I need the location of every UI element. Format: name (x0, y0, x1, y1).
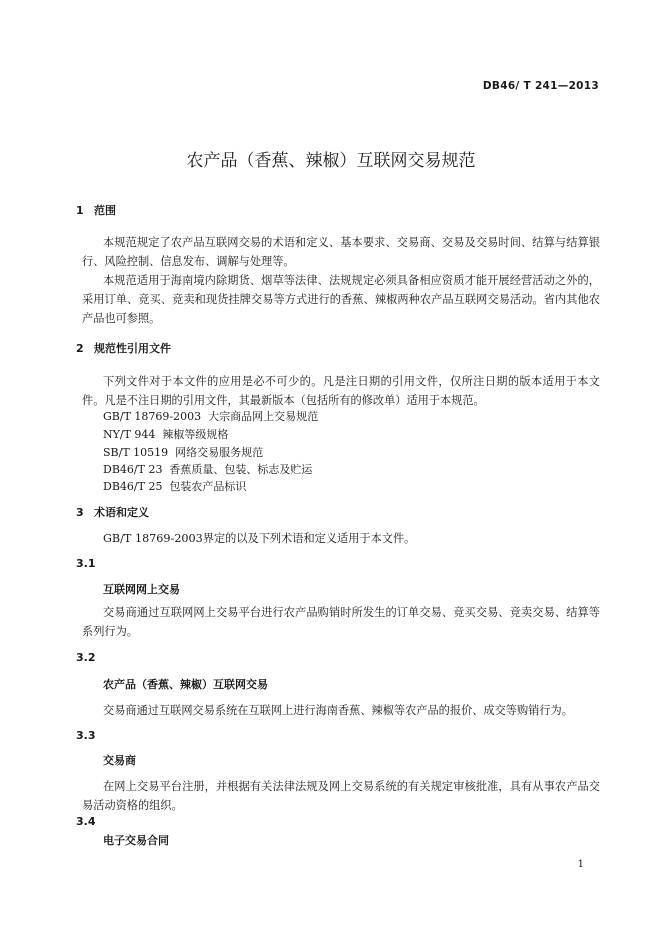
reference-item: NY/T 944 辣椒等级规格 (103, 428, 229, 441)
term-definition: 交易商通过互联网网上交易平台进行农产品购销时所发生的订单交易、竞买交易、竞卖交易、结算等系列行为。 (82, 606, 600, 638)
section-number: 1 (76, 204, 84, 217)
section-title: 范围 (94, 204, 116, 217)
reference-item: GB/T 18769-2003 大宗商品网上交易规范 (103, 410, 319, 423)
term-title: 农产品（香蕉、辣椒）互联网交易 (103, 678, 268, 691)
section-heading-normative-refs (76, 340, 171, 356)
term-number: 3.3 (76, 729, 96, 742)
reference-item: DB46/T 25 包装农产品标识 (103, 480, 247, 493)
scope-paragraph-2: 本规范适用于海南境内除期货、烟草等法律、法规规定必须具备相应资质才能开展经营活动之外的，采用订单、竞买、竞卖和现货挂牌交易等方式进行的香蕉、辣椒两种农产品互联网交易活动。省内其他农产品也可参照。 (82, 274, 600, 325)
term-number: 3.2 (76, 651, 96, 664)
section-number: 2 (76, 342, 84, 355)
term-title: 互联网网上交易 (103, 583, 180, 596)
page-number: 1 (577, 859, 584, 870)
document-code: DB46/ T 241—2013 (482, 80, 599, 92)
terms-intro-paragraph: GB/T 18769-2003界定的以及下列术语和定义适用于本文件。 (103, 532, 416, 545)
section-heading-terms (76, 504, 149, 520)
term-number: 3.1 (76, 557, 96, 570)
section-heading-scope (76, 202, 116, 218)
term-definition: 在网上交易平台注册，并根据有关法律法规及网上交易系统的有关规定审核批准，具有从事农产品交易活动资格的组织。 (82, 780, 600, 812)
term-title: 电子交易合同 (103, 834, 169, 847)
scope-paragraph-1: 本规范规定了农产品互联网交易的术语和定义、基本要求、交易商、交易及交易时间、结算与结算银行、风险控制、信息发布、调解与处理等。 (82, 236, 600, 268)
document-title: 农产品（香蕉、辣椒）互联网交易规范 (186, 151, 476, 171)
term-definition: 交易商通过互联网交易系统在互联网上进行海南香蕉、辣椒等农产品的报价、成交等购销行为。 (103, 704, 573, 717)
reference-item: SB/T 10519 网络交易服务规范 (103, 446, 264, 459)
reference-item: DB46/T 23 香蕉质量、包装、标志及贮运 (103, 463, 313, 476)
normative-refs-paragraph: 下列文件对于本文件的应用是必不可少的。凡是注日期的引用文件，仅所注日期的版本适用于本文件。凡是不注日期的引用文件，其最新版本（包括所有的修改单）适用于本规范。 (82, 375, 600, 407)
section-number: 3 (76, 506, 84, 519)
term-number: 3.4 (76, 815, 96, 828)
section-title: 术语和定义 (94, 506, 149, 519)
section-title: 规范性引用文件 (94, 342, 171, 355)
term-title: 交易商 (103, 754, 136, 767)
